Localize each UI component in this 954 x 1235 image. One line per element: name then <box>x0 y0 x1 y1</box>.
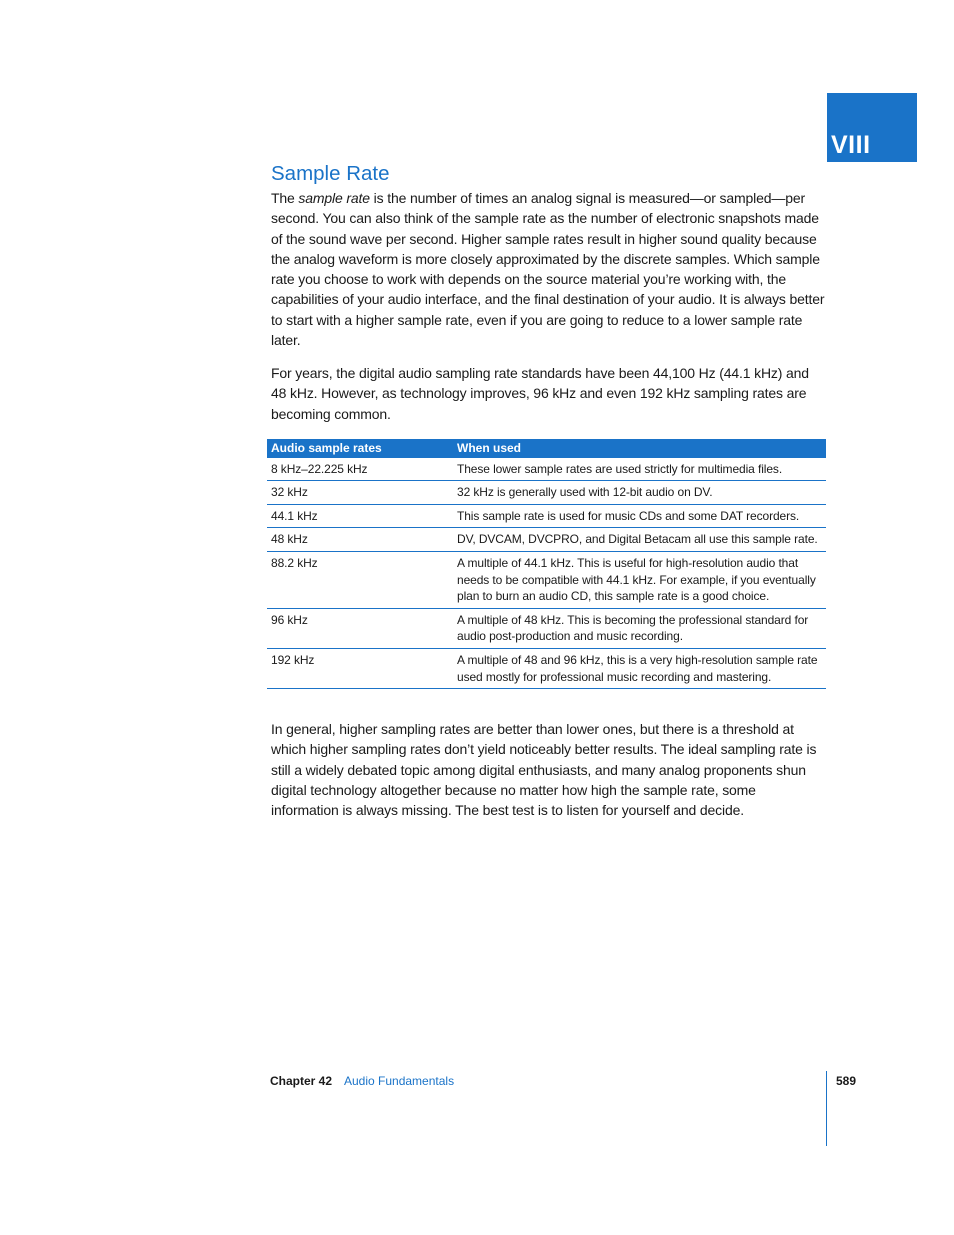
rate-cell: 96 kHz <box>267 608 453 648</box>
footer-chapter-number: Chapter 42 <box>270 1074 333 1088</box>
column-header-rates: Audio sample rates <box>267 439 453 458</box>
term-sample-rate: sample rate <box>298 190 370 206</box>
paragraph-sample-rate-definition <box>271 188 827 350</box>
use-cell: 32 kHz is generally used with 12-bit audio on DV. <box>453 481 826 505</box>
table-row <box>267 458 826 481</box>
page-number: 589 <box>836 1074 857 1088</box>
rate-cell: 44.1 kHz <box>267 504 453 528</box>
use-cell: These lower sample rates are used strictly for multimedia files. <box>453 458 826 481</box>
table-row <box>267 528 826 552</box>
use-cell: A multiple of 44.1 kHz. This is useful for high-resolution audio that needs to be compatible with 44.1 kHz. For example, if you eventually plan to burn an audio CD, this sample rate is a good choice. <box>453 551 826 608</box>
use-cell: A multiple of 48 kHz. This is becoming the professional standard for audio post-production and music recording. <box>453 608 826 648</box>
column-header-when-used: When used <box>453 439 826 458</box>
part-tab-label: VIII <box>831 131 871 159</box>
use-cell: This sample rate is used for music CDs and some DAT recorders. <box>453 504 826 528</box>
use-cell: A multiple of 48 and 96 kHz, this is a very high-resolution sample rate used mostly for professional music recording and mastering. <box>453 648 826 688</box>
part-tab <box>827 93 917 162</box>
rate-cell: 48 kHz <box>267 528 453 552</box>
table-row <box>267 551 826 608</box>
paragraph-conclusion: In general, higher sampling rates are better than lower ones, but there is a threshold at which higher sampling rates don’t yield noticeably better results. The ideal sampling rate is still a widely debated topic among digital enthusiasts, and many analog proponents shun digital technology altogether because no matter how high the sample rate, some information is always missing. The best test is to listen for yourself and decide. <box>271 721 817 819</box>
rate-cell: 8 kHz–22.225 kHz <box>267 458 453 481</box>
rate-cell: 192 kHz <box>267 648 453 688</box>
sample-rate-table <box>267 439 826 689</box>
table-header-row <box>267 439 826 458</box>
use-cell: DV, DVCAM, DVCPRO, and Digital Betacam all use this sample rate. <box>453 528 826 552</box>
footer-divider <box>826 1071 827 1146</box>
rate-cell: 32 kHz <box>267 481 453 505</box>
paragraph-definition-text: is the number of times an analog signal is measured—or sampled—per second. You can also think of the sample rate as the number of electronic snapshots made of the sound wave per second. Higher sample rates result in higher sound quality because the analog waveform is more closely approximated by the discrete samples. Which sample rate you choose to work with depends on the source material you’re working with, the capabilities of your audio interface, and the final destination of your audio. It is always better to start with a higher sample rate, even if you are going to reduce to a lower sample rate later. <box>271 190 825 349</box>
table-row <box>267 504 826 528</box>
footer-chapter-title: Audio Fundamentals <box>344 1074 455 1088</box>
table-row <box>267 481 826 505</box>
rate-cell: 88.2 kHz <box>267 551 453 608</box>
table-row <box>267 648 826 688</box>
paragraph-intro-text: The <box>271 190 299 206</box>
section-heading: Sample Rate <box>271 162 390 185</box>
paragraph-standards: For years, the digital audio sampling rate standards have been 44,100 Hz (44.1 kHz) and 48 kHz. However, as technology improves, 96 kHz and even 192 kHz sampling rates are becoming common. <box>271 365 809 422</box>
table-row <box>267 608 826 648</box>
